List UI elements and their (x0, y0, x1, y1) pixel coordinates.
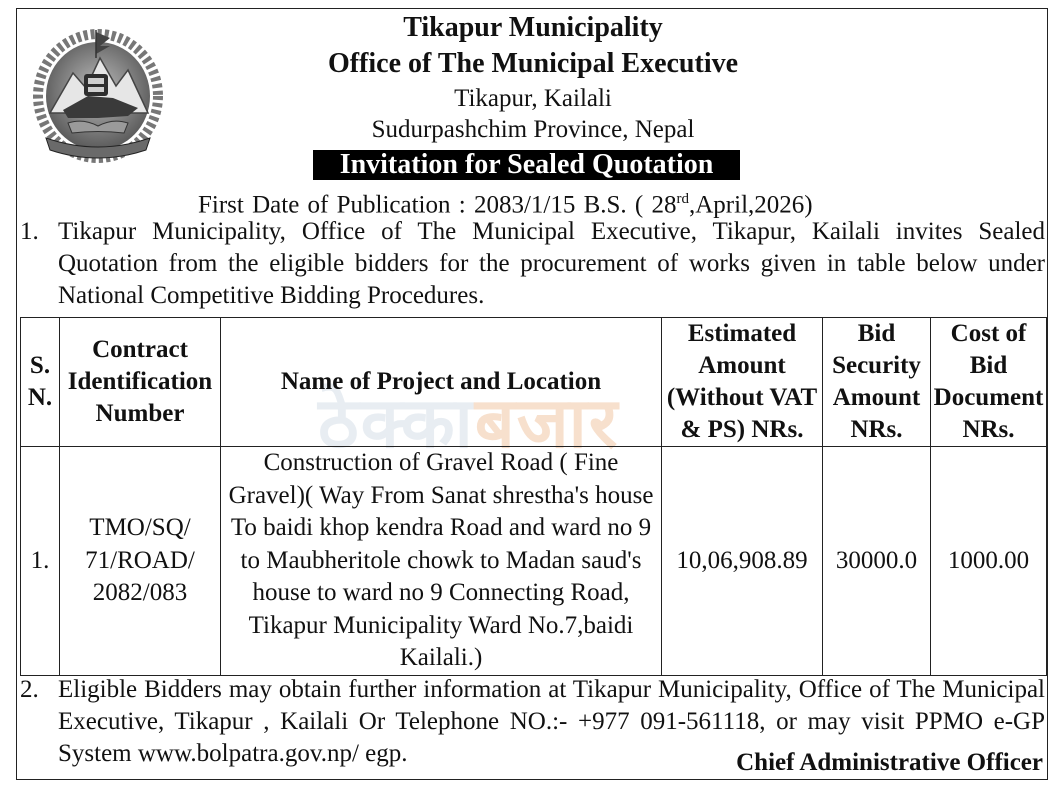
cell-estimated: 10,06,908.89 (662, 447, 823, 676)
publication-date (198, 184, 813, 220)
paragraph-number: 1. (20, 218, 39, 245)
watermark-part2: बजार (474, 382, 620, 464)
table-row (21, 447, 1047, 676)
col-header-contract-id: Contract Identification Number (60, 318, 221, 447)
col-header-project: Name of Project and Location (221, 318, 662, 447)
paragraph-text: Tikapur Municipality, Office of The Municipal Executive, Tikapur, Kailali invites Sealed Quotation from the eligible bidders for the procurement of works given in table below under National Competitive Bidding Procedures. (58, 218, 1045, 309)
col-header-cost-doc: Cost of Bid Document NRs. (931, 318, 1047, 447)
office-name: Office of The Municipal Executive (327, 48, 739, 79)
publication-suffix: ,April,2026) (689, 191, 813, 219)
table-header-row (21, 318, 1047, 447)
nepal-emblem-icon (28, 18, 168, 168)
watermark-part1: ठेक्का (318, 382, 475, 464)
cell-project: Construction of Gravel Road ( Fine Gravel)( Way From Sanat shrestha's house To baidi khop kendra Road and ward no 9 to Maubheritole chowk to Madan saud's house to ward no 9 Connecting Road, Tikapur Municipality Ward No.7,baidi Kailali.) (221, 447, 662, 676)
publication-ordinal: rd (676, 191, 689, 207)
quotation-table (20, 317, 1047, 676)
cell-sn: 1. (21, 447, 60, 676)
col-header-sn: S. N. (21, 318, 60, 447)
notice-title-banner: Invitation for Sealed Quotation (313, 150, 740, 180)
col-header-estimated: Estimated Amount (Without VAT & PS) NRs. (662, 318, 823, 447)
cell-cost-doc: 1000.00 (931, 447, 1047, 676)
paragraph-text: Eligible Bidders may obtain further information at Tikapur Municipality, Office of The Municipal Executive, Tikapur , Kailali Or Telephone NO.:- +977 091-561118, or may visit PPMO e-GP System www.bolpatra.gov.np/ egp. (58, 676, 1045, 767)
municipality-name: Tikapur Municipality (403, 12, 663, 43)
office-location: Tikapur, Kailali (454, 85, 612, 112)
province-line: Sudurpashchim Province, Nepal (371, 116, 695, 143)
signatory-title: Chief Administrative Officer (736, 749, 1043, 776)
cell-contract-id: TMO/SQ/ 71/ROAD/ 2082/083 (60, 447, 221, 676)
publication-prefix: First Date of Publication : 2083/1/15 B.S. ( 28 (198, 191, 677, 219)
col-header-bid-security: Bid Security Amount NRs. (823, 318, 931, 447)
paragraph-number: 2. (20, 676, 39, 703)
cell-bid-security: 30000.0 (823, 447, 931, 676)
paragraph-1 (20, 216, 1045, 312)
